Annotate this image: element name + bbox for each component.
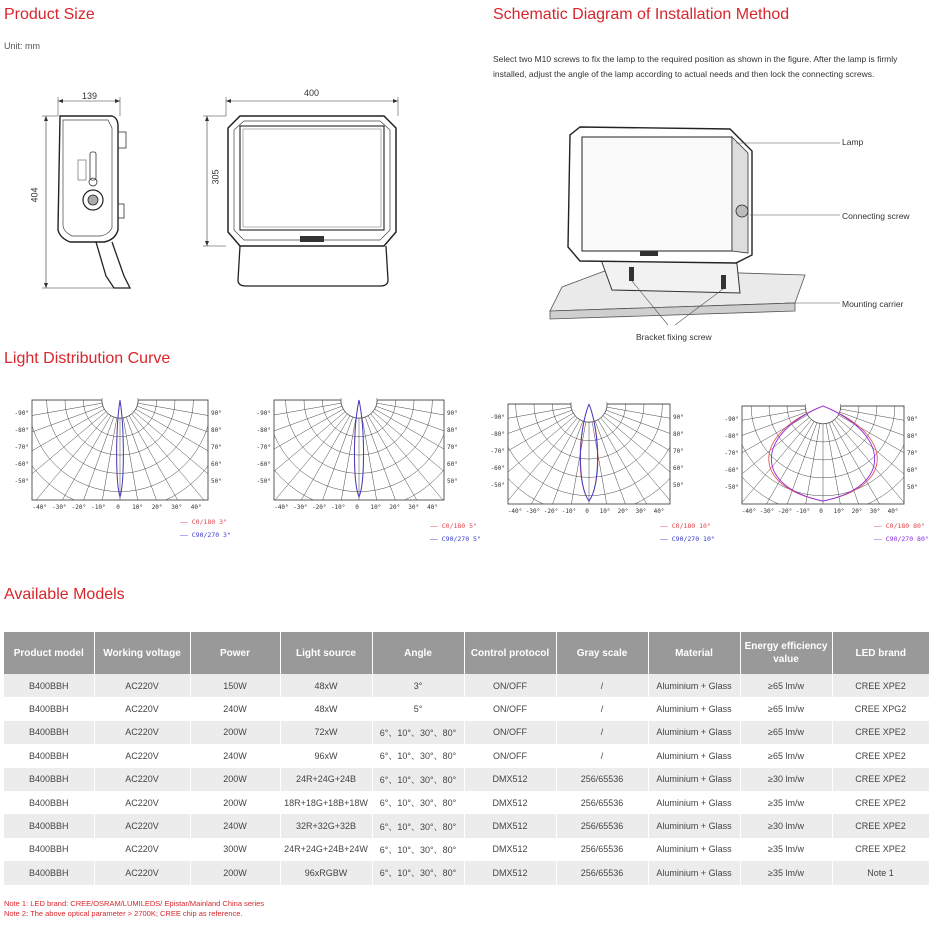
tick-label: -50° xyxy=(724,484,739,491)
tick-label: -20° xyxy=(311,504,327,511)
tick-label: 50° xyxy=(211,478,222,485)
tick-label: -40° xyxy=(741,508,757,515)
tick-label: -10° xyxy=(561,508,577,515)
tick-label: -20° xyxy=(777,508,793,515)
tick-label: 30° xyxy=(635,508,647,515)
table-cell: 6°、10°、30°、80° xyxy=(372,814,464,837)
tick-label: -40° xyxy=(507,508,523,515)
table-cell: Aluminium + Glass xyxy=(648,744,740,767)
table-row xyxy=(4,674,929,697)
tick-label: -60° xyxy=(490,465,505,472)
tick-label: 90° xyxy=(673,414,684,421)
grid-radial xyxy=(120,400,210,507)
table-cell: B400BBH xyxy=(4,838,94,861)
table-cell: Aluminium + Glass xyxy=(648,768,740,791)
table-cell: AC220V xyxy=(94,838,190,861)
column-header: LED brand xyxy=(832,632,929,674)
install-title: Schematic Diagram of Installation Method xyxy=(493,6,790,23)
tick-label: -10° xyxy=(795,508,811,515)
table-cell: 256/65536 xyxy=(556,791,648,814)
table-cell: B400BBH xyxy=(4,721,94,744)
table-cell: CREE XPE2 xyxy=(832,768,929,791)
table-cell: Aluminium + Glass xyxy=(648,721,740,744)
grid-radial xyxy=(30,400,120,507)
table-cell: AC220V xyxy=(94,697,190,720)
table-cell: CREE XPE2 xyxy=(832,744,929,767)
tick-label: -30° xyxy=(759,508,775,515)
tick-label: -30° xyxy=(293,504,308,511)
tick-label: 40° xyxy=(427,504,438,511)
tick-label: 80° xyxy=(907,433,918,440)
table-cell: DMX512 xyxy=(464,768,556,791)
table-cell: Aluminium + Glass xyxy=(648,697,740,720)
table-cell: 18R+18G+18B+18W xyxy=(280,791,372,814)
tick-label: 90° xyxy=(907,416,918,423)
tick-label: 0 xyxy=(355,504,359,511)
tick-label: 20° xyxy=(389,504,401,511)
tick-label: 80° xyxy=(211,427,222,434)
table-cell: Note 1 xyxy=(832,861,929,884)
table-cell: AC220V xyxy=(94,791,190,814)
grid-radial xyxy=(359,400,476,448)
polar-chart xyxy=(714,404,933,532)
tick-label: 10° xyxy=(599,508,611,515)
legend-c0-180: —— C0/180 10° xyxy=(660,522,711,530)
tick-label: -70° xyxy=(256,444,271,451)
table-row xyxy=(4,768,929,791)
table-cell: ≥30 lm/w xyxy=(740,814,832,837)
tick-label: -30° xyxy=(52,504,67,511)
tick-label: 30° xyxy=(408,504,420,511)
tick-label: 50° xyxy=(447,478,458,485)
tick-label: -70° xyxy=(490,448,505,455)
grid-radial xyxy=(823,406,870,532)
table-cell: 3° xyxy=(372,674,464,697)
product-size-drawing xyxy=(0,80,480,295)
tick-label: -80° xyxy=(490,431,505,438)
table-cell: 6°、10°、30°、80° xyxy=(372,744,464,767)
table-cell: B400BBH xyxy=(4,814,94,837)
table-cell: 24R+24G+24B+24W xyxy=(280,838,372,861)
table-cell: 48xW xyxy=(280,697,372,720)
grid-radial xyxy=(735,406,823,511)
legend-c90-270: —— C90/270 10° xyxy=(660,535,715,543)
table-cell: CREE XPE2 xyxy=(832,674,929,697)
table-cell: B400BBH xyxy=(4,697,94,720)
tick-label: 60° xyxy=(673,465,684,472)
table-row xyxy=(4,861,929,884)
table-cell: B400BBH xyxy=(4,861,94,884)
table-cell: AC220V xyxy=(94,721,190,744)
note-2: Note 2: The above optical parameter > 2700K; CREE chip as reference. xyxy=(4,909,243,918)
tick-label: 50° xyxy=(673,482,684,489)
grid-radial xyxy=(4,400,120,448)
table-cell: 200W xyxy=(190,861,280,884)
table-cell: B400BBH xyxy=(4,791,94,814)
tick-label: -20° xyxy=(543,508,559,515)
table-cell: DMX512 xyxy=(464,791,556,814)
table-row xyxy=(4,838,929,861)
install-illustration xyxy=(540,115,840,340)
column-header: Gray scale xyxy=(556,632,648,674)
column-header: Energy efficiency value xyxy=(740,632,832,674)
tick-label: -10° xyxy=(330,504,346,511)
table-cell: Aluminium + Glass xyxy=(648,861,740,884)
table-row xyxy=(4,814,929,837)
table-cell: B400BBH xyxy=(4,744,94,767)
grid-radial xyxy=(269,400,359,507)
tick-label: 60° xyxy=(211,461,222,468)
table-cell: 150W xyxy=(190,674,280,697)
tick-label: 10° xyxy=(132,504,143,511)
table-cell: CREE XPE2 xyxy=(832,814,929,837)
table-cell: ≥65 lm/w xyxy=(740,697,832,720)
table-cell: 200W xyxy=(190,768,280,791)
table-cell: B400BBH xyxy=(4,768,94,791)
table-cell: AC220V xyxy=(94,674,190,697)
tick-label: 40° xyxy=(653,508,665,515)
grid-radial xyxy=(589,404,637,532)
tick-label: -40° xyxy=(274,504,289,511)
table-cell: Aluminium + Glass xyxy=(648,791,740,814)
column-header: Power xyxy=(190,632,280,674)
table-cell: CREE XPE2 xyxy=(832,838,929,861)
table-cell: DMX512 xyxy=(464,861,556,884)
table-cell: 6°、10°、30°、80° xyxy=(372,838,464,861)
tick-label: -60° xyxy=(14,461,29,468)
grid-radial xyxy=(499,404,589,511)
table-cell: Aluminium + Glass xyxy=(648,838,740,861)
table-row xyxy=(4,721,929,744)
table-cell: 32R+32G+32B xyxy=(280,814,372,837)
table-cell: 48xW xyxy=(280,674,372,697)
table-row xyxy=(4,697,929,720)
table-cell: CREE XPE2 xyxy=(832,791,929,814)
table-row xyxy=(4,744,929,767)
table-cell: DMX512 xyxy=(464,838,556,861)
table-cell: 240W xyxy=(190,744,280,767)
table-cell: AC220V xyxy=(94,768,190,791)
legend-c90-270: —— C90/270 80° xyxy=(874,535,929,543)
table-cell: ≥35 lm/w xyxy=(740,791,832,814)
unit-label: Unit: mm xyxy=(4,41,40,51)
grid-radial xyxy=(589,404,702,474)
install-description: Select two M10 screws to fix the lamp to the required position as shown in the figure. After the lamp is firmly installed, adjust the angle of the lamp according to actual needs and then lock the connecting screws. xyxy=(493,54,898,79)
column-header: Control protocol xyxy=(464,632,556,674)
column-header: Product model xyxy=(4,632,94,674)
dim-height: 404 xyxy=(29,187,40,203)
tick-label: -50° xyxy=(256,478,271,485)
tick-label: -80° xyxy=(724,433,739,440)
label-bracket-screw: Bracket fixing screw xyxy=(636,332,712,342)
tick-label: -50° xyxy=(490,482,505,489)
tick-label: -60° xyxy=(256,461,271,468)
tick-label: 30° xyxy=(171,504,183,511)
grid-radial xyxy=(359,400,449,507)
polar-chart xyxy=(4,398,240,528)
table-cell: / xyxy=(556,744,648,767)
tick-label: -80° xyxy=(256,427,271,434)
label-lamp: Lamp xyxy=(842,137,864,147)
table-cell: 256/65536 xyxy=(556,768,648,791)
table-cell: 256/65536 xyxy=(556,814,648,837)
table-cell: ≥65 lm/w xyxy=(740,721,832,744)
grid-radial xyxy=(823,406,911,511)
table-cell: AC220V xyxy=(94,861,190,884)
label-mounting-carrier: Mounting carrier xyxy=(842,299,904,309)
tick-label: 70° xyxy=(211,444,222,451)
legend-c90-270: —— C90/270 5° xyxy=(430,535,481,543)
tick-label: -20° xyxy=(71,504,87,511)
tick-label: 80° xyxy=(447,427,458,434)
tick-label: 70° xyxy=(447,444,458,451)
tick-label: 90° xyxy=(211,410,222,417)
table-cell: 6°、10°、30°、80° xyxy=(372,791,464,814)
tick-label: 10° xyxy=(370,504,382,511)
table-cell: 24R+24G+24B xyxy=(280,768,372,791)
tick-label: -90° xyxy=(490,414,505,421)
table-cell: B400BBH xyxy=(4,674,94,697)
product-size-title: Product Size xyxy=(4,6,95,23)
tick-label: -90° xyxy=(14,410,29,417)
table-cell: ≥35 lm/w xyxy=(740,861,832,884)
table-cell: / xyxy=(556,674,648,697)
table-cell: 6°、10°、30°、80° xyxy=(372,768,464,791)
models-header-row xyxy=(4,632,929,674)
table-cell: 240W xyxy=(190,814,280,837)
table-cell: 96xRGBW xyxy=(280,861,372,884)
table-cell: 256/65536 xyxy=(556,838,648,861)
table-cell: ON/OFF xyxy=(464,721,556,744)
legend-c0-180: —— C0/180 3° xyxy=(180,518,227,526)
label-connecting-screw: Connecting screw xyxy=(842,211,910,221)
tick-label: 70° xyxy=(907,450,918,457)
tick-label: 30° xyxy=(869,508,881,515)
tick-label: -50° xyxy=(14,478,29,485)
tick-label: 0 xyxy=(819,508,823,515)
tick-label: -70° xyxy=(14,444,29,451)
table-cell: / xyxy=(556,721,648,744)
table-cell: ≥35 lm/w xyxy=(740,838,832,861)
tick-label: -30° xyxy=(525,508,541,515)
tick-label: 90° xyxy=(447,410,458,417)
table-cell: 200W xyxy=(190,721,280,744)
column-header: Working voltage xyxy=(94,632,190,674)
table-cell: / xyxy=(556,697,648,720)
table-cell: CREE XPG2 xyxy=(832,697,929,720)
table-row xyxy=(4,791,929,814)
table-cell: Aluminium + Glass xyxy=(648,674,740,697)
tick-label: -80° xyxy=(14,427,29,434)
tick-label: 20° xyxy=(151,504,163,511)
tick-label: 70° xyxy=(673,448,684,455)
table-cell: DMX512 xyxy=(464,814,556,837)
tick-label: 40° xyxy=(887,508,899,515)
table-cell: AC220V xyxy=(94,744,190,767)
column-header: Angle xyxy=(372,632,464,674)
models-table xyxy=(4,632,930,885)
table-cell: ≥65 lm/w xyxy=(740,674,832,697)
table-cell: 72xW xyxy=(280,721,372,744)
table-cell: 200W xyxy=(190,791,280,814)
tick-label: 80° xyxy=(673,431,684,438)
tick-label: 20° xyxy=(617,508,629,515)
tick-label: 50° xyxy=(907,484,918,491)
light-distribution-title: Light Distribution Curve xyxy=(4,350,171,367)
tick-label: -70° xyxy=(724,450,739,457)
note-1: Note 1: LED brand: CREE/OSRAM/LUMILEDS/ Epistar/Mainland China series xyxy=(4,899,265,908)
dim-front-width: 400 xyxy=(304,88,320,98)
grid-radial xyxy=(120,400,240,448)
table-cell: 256/65536 xyxy=(556,861,648,884)
table-cell: 5° xyxy=(372,697,464,720)
tick-label: -60° xyxy=(724,467,739,474)
table-cell: AC220V xyxy=(94,814,190,837)
tick-label: 0 xyxy=(116,504,120,511)
table-cell: CREE XPE2 xyxy=(832,721,929,744)
tick-label: 0 xyxy=(585,508,589,515)
polar-chart xyxy=(246,398,476,528)
tick-label: 60° xyxy=(447,461,458,468)
table-cell: 6°、10°、30°、80° xyxy=(372,721,464,744)
column-header: Material xyxy=(648,632,740,674)
table-cell: 96xW xyxy=(280,744,372,767)
tick-label: -40° xyxy=(32,504,48,511)
table-cell: ≥30 lm/w xyxy=(740,768,832,791)
polar-chart xyxy=(480,402,702,532)
table-cell: ON/OFF xyxy=(464,744,556,767)
dim-front-height: 305 xyxy=(210,169,221,185)
dim-side-width: 139 xyxy=(82,91,98,101)
legend-c0-180: —— C0/180 80° xyxy=(874,522,925,530)
table-cell: ON/OFF xyxy=(464,697,556,720)
column-header: Light source xyxy=(280,632,372,674)
legend-c0-180: —— C0/180 5° xyxy=(430,522,477,530)
table-cell: Aluminium + Glass xyxy=(648,814,740,837)
tick-label: -10° xyxy=(91,504,106,511)
models-title: Available Models xyxy=(4,586,125,603)
tick-label: 10° xyxy=(833,508,845,515)
grid-radial xyxy=(589,404,679,511)
tick-label: 40° xyxy=(190,504,202,511)
table-cell: 300W xyxy=(190,838,280,861)
tick-label: -90° xyxy=(256,410,271,417)
legend-c90-270: —— C90/270 3° xyxy=(180,531,231,539)
table-cell: ON/OFF xyxy=(464,674,556,697)
tick-label: 20° xyxy=(851,508,863,515)
tick-label: -90° xyxy=(724,416,739,423)
tick-label: 60° xyxy=(907,467,918,474)
table-cell: ≥65 lm/w xyxy=(740,744,832,767)
table-cell: 240W xyxy=(190,697,280,720)
table-cell: 6°、10°、30°、80° xyxy=(372,861,464,884)
